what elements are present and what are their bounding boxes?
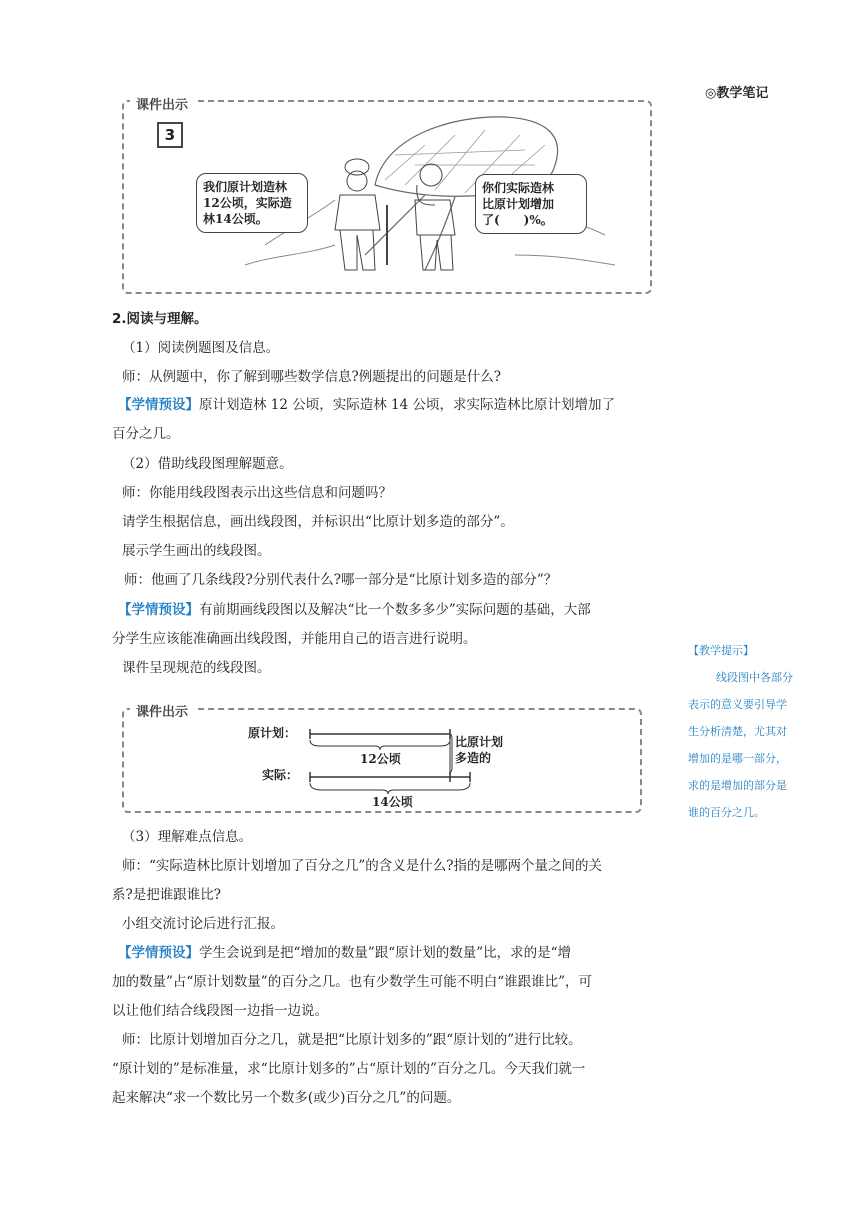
tip-title: 【教学提示】 [688,644,754,657]
label-actual: 实际： [262,768,299,782]
tip-line: 谁的百分之几。 [688,806,765,819]
para-question: 师：“实际造林比原计划增加了百分之几”的含义是什么?指的是哪两个量之间的关 [122,858,603,874]
line-group: 小组交流讨论后进行汇报。 [122,916,284,932]
line-courseware-show: 课件呈现规范的线段图。 [122,660,271,676]
final-l3: 起来解决“求一个数比另一个数多(或少)百分之几”的问题。 [112,1090,461,1106]
preview-tag: 【学情预设】 [118,945,199,961]
line-show-student: 展示学生画出的线段图。 [122,543,271,559]
length-actual: 14公顷 [372,795,413,809]
section-2-title: 2.阅读与理解。 [112,311,208,327]
tip-line: 求的是增加的部分是 [688,779,787,792]
tip-line: 增加的是哪一部分， [688,752,787,765]
tip-line: 线段图中各部分 [716,671,793,684]
preview-3-l3: 以让他们结合线段图一边指一边说。 [112,1003,328,1019]
speech-bubble-left: 我们原计划造林 12公顷，实际造 林14公顷。 [196,173,308,233]
length-plan: 12公顷 [360,752,401,766]
label-plan: 原计划： [248,726,297,740]
preview-tag: 【学情预设】 [118,397,199,413]
panel-tab-1: 课件出示 [130,94,194,113]
extra-label: 比原计划 多造的 [455,735,504,765]
line-ask-students: 请学生根据信息，画出线段图，并标识出“比原计划多造的部分”。 [122,514,514,530]
preview-1-cont: 百分之几。 [112,426,180,442]
preview-2: 【学情预设】有前期画线段图以及解决“比一个数多多少”实际问题的基础，大部 [118,602,591,618]
preview-3: 【学情预设】学生会说到是把“增加的数量”跟“原计划的数量”比，求的是“增 [118,945,572,961]
preview-tag: 【学情预设】 [118,602,199,618]
line-teacher-q3: 师：他画了几条线段?分别代表什么?哪一部分是“比原计划多造的部分”？ [124,572,558,588]
teaching-tip [688,637,828,826]
tip-line: 生分析清楚，尤其对 [688,725,787,738]
panel-tab-2: 课件出示 [130,701,194,720]
preview-2-cont: 分学生应该能准确画出线段图，并能用自己的语言进行说明。 [112,631,477,647]
para-question-cont: 系?是把谁跟谁比? [112,887,221,903]
line-step2: （2）借助线段图理解题意。 [122,456,293,472]
final-l1: 师：比原计划增加百分之几，就是把“比原计划多的”跟“原计划的”进行比较。 [122,1032,582,1048]
preview-1: 【学情预设】原计划造林 12 公顷，实际造林 14 公顷，求实际造林比原计划增加了 [118,397,616,413]
notes-title: ◎教学笔记 [705,86,769,101]
speech-bubble-right: 你们实际造林 比原计划增加 了( )%。 [475,174,587,234]
tip-line: 表示的意义要引导学 [688,698,787,711]
example-number: 3 [157,122,183,148]
line-teacher-q1: 师：从例题中，你了解到哪些数学信息?例题提出的问题是什么? [122,369,501,385]
final-l2: “原计划的”是标准量，求“比原计划多的”占“原计划的”百分之几。今天我们就一 [112,1061,586,1077]
line-teacher-q2: 师：你能用线段图表示出这些信息和问题吗？ [122,485,392,501]
line-step3: （3）理解难点信息。 [122,829,253,845]
line-read: （1）阅读例题图及信息。 [122,340,280,356]
preview-3-l2: 加的数量”占“原计划数量”的百分之几。也有少数学生可能不明白“谁跟谁比”，可 [112,974,593,990]
